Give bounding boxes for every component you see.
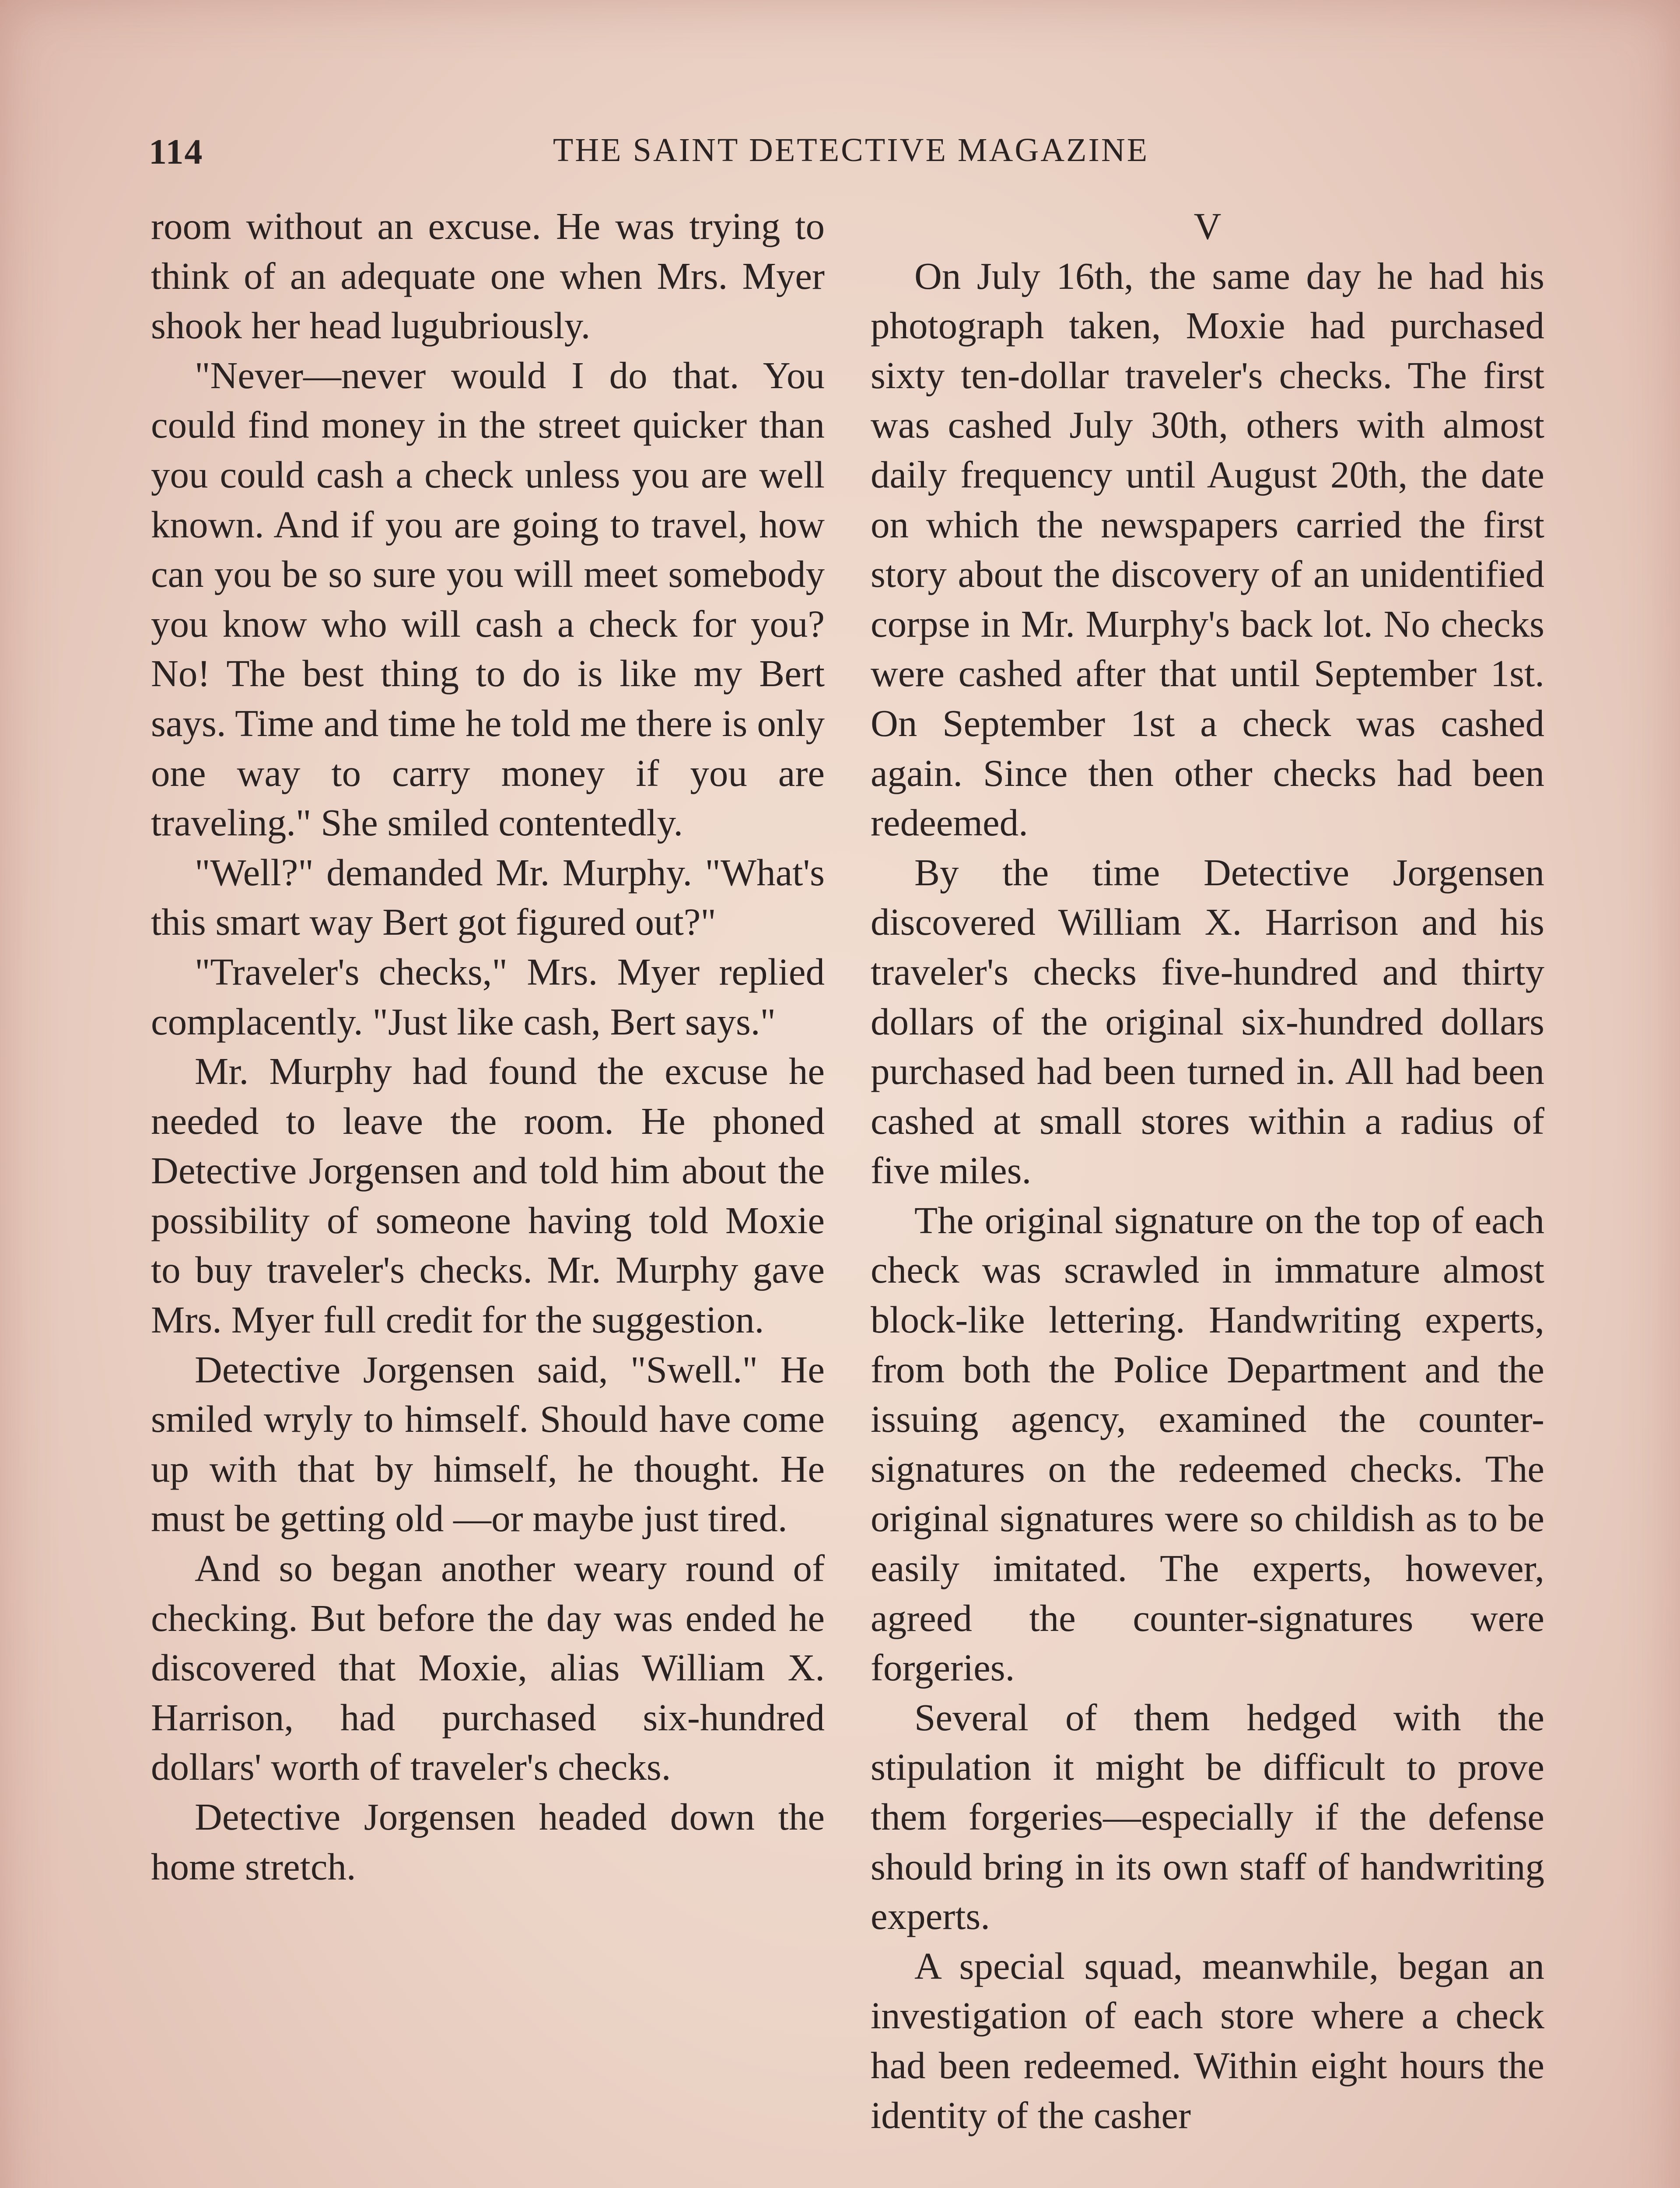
paragraph: Several of them hedged with the stipulation it might be difficult to prove them forgeries—especially if the defense should bring in its own staff of handwriting experts. [871,1696,1544,1938]
magazine-title: THE SAINT DETECTIVE MAGAZINE [553,132,1149,168]
paragraph: room without an excuse. He was trying to think of an adequate one when Mrs. Myer shook her head lugubriously. [151,205,825,347]
paragraph: A special squad, meanwhile, began an investigation of each store where a check had been redeemed. Within eight hours the identity of the casher [871,1944,1544,2136]
paragraph: And so began another weary round of checking. But before the day was ended he discovered that Moxie, alias William X. Harrison, had purchased six-hundred dollars' worth of traveler's checks. [151,1547,825,1788]
paragraph: Mr. Murphy had found the excuse he needed to leave the room. He phoned Detective Jorgensen and told him about the possibility of someone having told Moxie to buy traveler's checks. Mr. Murphy gave Mrs. Myer full credit for the suggestion. [151,1050,825,1341]
paragraph: The original signature on the top of each check was scrawled in immature almost block-like lettering. Handwriting experts, from both the Police Department and the issuing agency, examined the counter-signatures on the redeemed checks. The original signatures were so childish as to be easily imitated. The experts, however, agreed the counter-signatures were forgeries. [871,1199,1544,1689]
right-column [871,201,1544,2140]
running-head [149,131,1553,179]
paragraph: "Traveler's checks," Mrs. Myer replied complacently. "Just like cash, Bert says." [151,950,825,1043]
paragraph: On July 16th, the same day he had his photograph taken, Moxie had purchased sixty ten-dollar traveler's checks. The first was cashed July 30th, others with almost daily frequency until August 20th, the date on which the newspapers carried the first story about the discovery of an unidentified corpse in Mr. Murphy's back lot. No checks were cashed after that until September 1st. On September 1st a check was cashed again. Since then other checks had been redeemed. [871,254,1544,844]
paragraph: Detective Jorgensen headed down the home stretch. [151,1795,825,1888]
section-heading: V [1194,205,1222,247]
paragraph: "Never—never would I do that. You could find money in the street quicker than you could cash a check unless you are well known. And if you are going to travel, how can you be so sure you will meet somebody you know who will cash a check for you? No! The best thing to do is like my Bert says. Time and time he told me there is only one way to carry money if you are traveling." She smiled contentedly. [151,354,825,844]
left-column [151,201,825,1891]
paragraph: "Well?" demanded Mr. Murphy. "What's this smart way Bert got figured out?" [151,851,825,943]
paragraph: By the time Detective Jorgensen discovered William X. Harrison and his traveler's checks five-hundred and thirty dollars of the original six-hundred dollars purchased had been turned in. All had been cashed at small stores within a radius of five miles. [871,851,1544,1192]
page-number: 114 [149,132,203,172]
paragraph: Detective Jorgensen said, "Swell." He smiled wryly to himself. Should have come up with that by himself, he thought. He must be getting old —or maybe just tired. [151,1348,825,1540]
